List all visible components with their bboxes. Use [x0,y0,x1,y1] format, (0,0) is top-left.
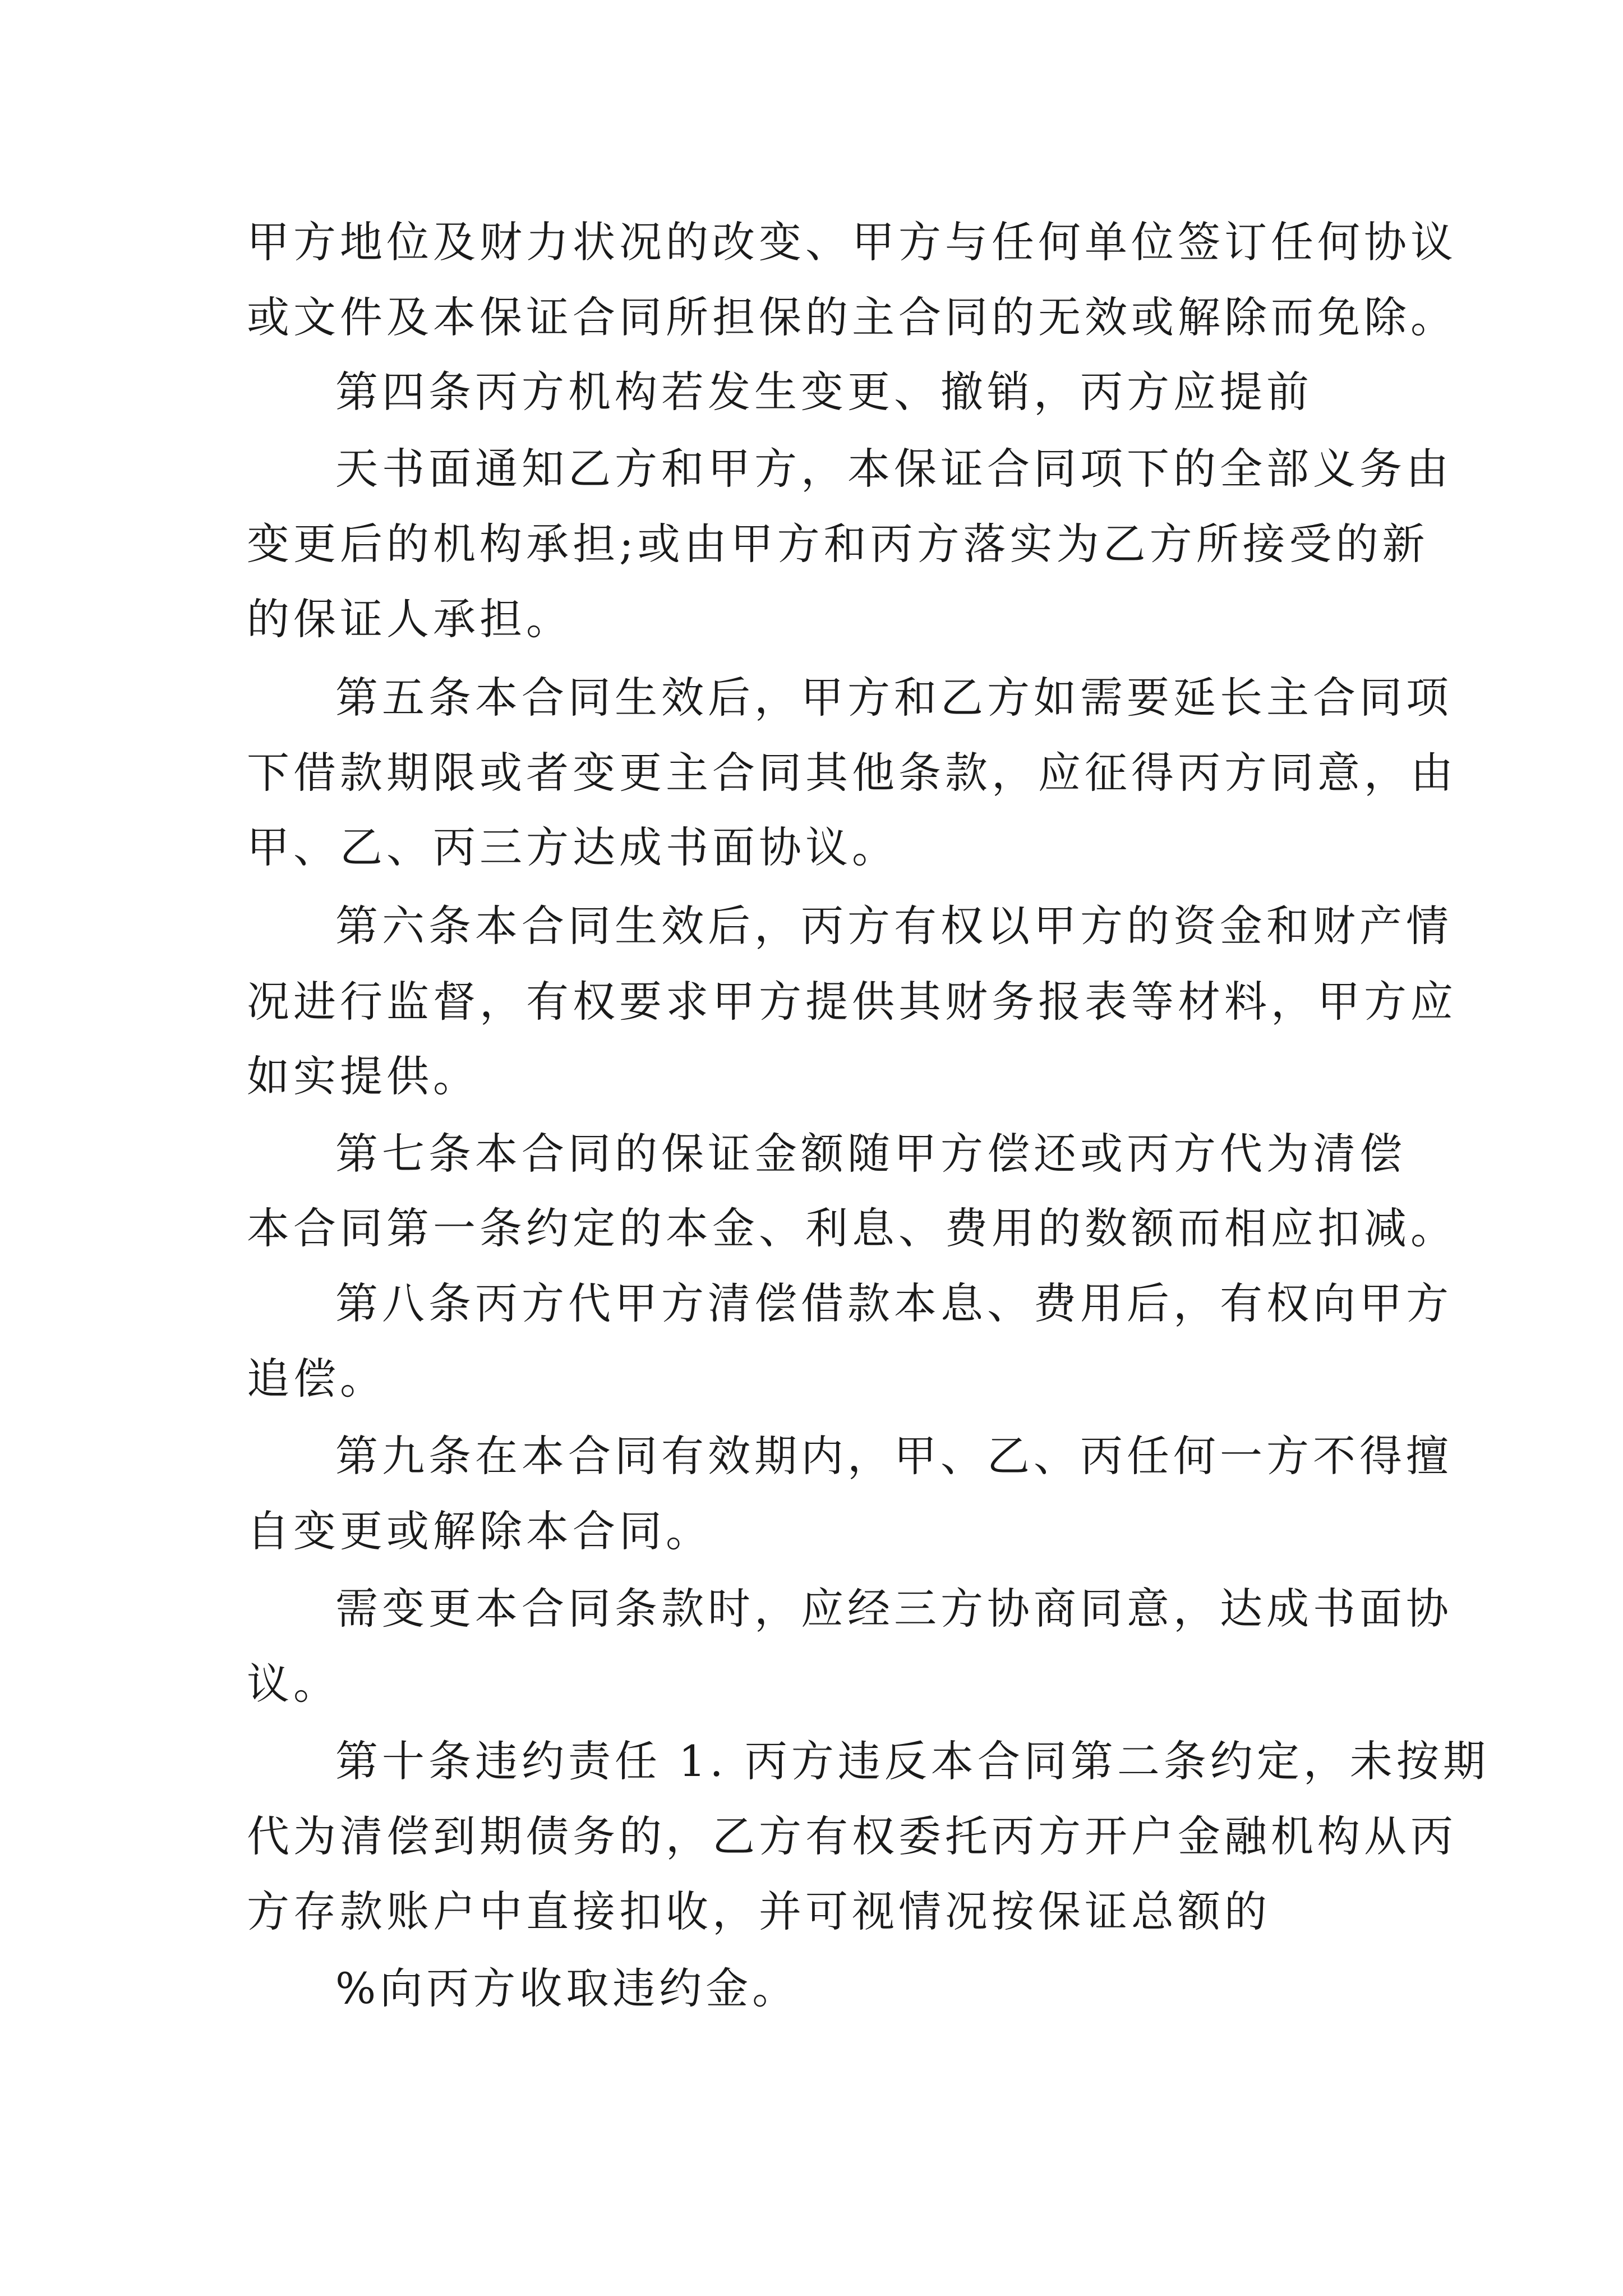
text-line: 天书面通知乙方和甲方，本保证合同项下的全部义务由 [335,444,1453,494]
text-line: 自变更或解除本合同。 [247,1506,712,1556]
text-line: 本合同第一条约定的本金、利息、费用的数额而相应扣减。 [247,1203,1457,1253]
text-line: 甲、乙、丙三方达成书面协议。 [247,822,898,872]
text-line: 代为清偿到期债务的，乙方有权委托丙方开户金融机构从丙 [247,1811,1457,1861]
text-line: 下借款期限或者变更主合同其他条款，应征得丙方同意，由 [247,748,1457,798]
text-line: 第五条本合同生效后，甲方和乙方如需要延长主合同项 [335,673,1453,723]
text-line: 或文件及本保证合同所担保的主合同的无效或解除而免除。 [247,292,1457,342]
text-line: 况进行监督，有权要求甲方提供其财务报表等材料，甲方应 [247,977,1457,1027]
text-line: %向丙方收取违约金。 [335,1963,799,2013]
text-line: 第六条本合同生效后，丙方有权以甲方的资金和财产情 [335,901,1453,951]
text-line: 变更后的机构承担;或由甲方和丙方落实为乙方所接受的新 [247,519,1429,569]
text-line: 第九条在本合同有效期内，甲、乙、丙任何一方不得擅 [335,1431,1453,1481]
text-line: 第七条本合同的保证金额随甲方偿还或丙方代为清偿 [335,1129,1406,1179]
text-line: 的保证人承担。 [247,594,573,644]
text-line: 如实提供。 [247,1051,479,1101]
text-line: 方存款账户中直接扣收，并可视情况按保证总额的 [247,1887,1271,1936]
text-line: 第四条丙方机构若发生变更、撤销，丙方应提前 [335,367,1313,417]
text-line: 第十条违约责任 1. 丙方违反本合同第二条约定，未按期 [335,1736,1490,1786]
text-line: 追偿。 [247,1354,386,1404]
text-line: 第八条丙方代甲方清偿借款本息、费用后，有权向甲方 [335,1278,1453,1328]
text-line: 议。 [247,1659,340,1709]
text-line: 需变更本合同条款时，应经三方协商同意，达成书面协 [335,1584,1453,1634]
text-line: 甲方地位及财力状况的改变、甲方与任何单位签订任何协议 [247,217,1457,267]
